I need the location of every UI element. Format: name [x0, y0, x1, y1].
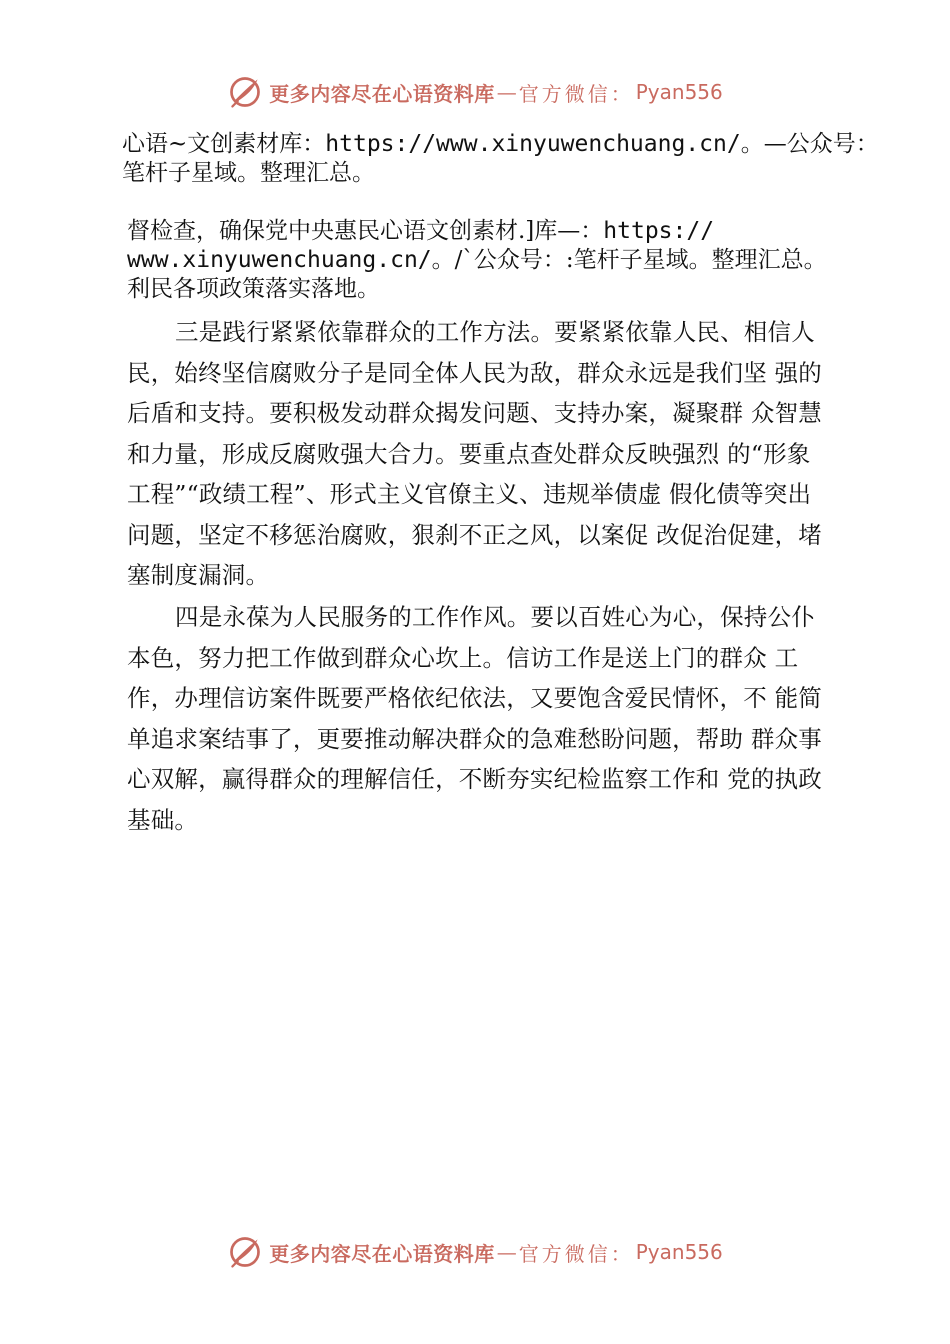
intro-source-label: 心语~文创素材库： [122, 131, 326, 157]
banner-wechat-label: 官方微信： [518, 81, 634, 106]
intro-account-label: 。—公众号： [740, 131, 879, 157]
block2-line-2 [127, 245, 827, 275]
quill-pen-logo-icon [227, 74, 263, 110]
intro-url: https://www.xinyuwenchuang.cn/ [325, 131, 741, 157]
banner-dash: — [496, 1240, 517, 1264]
paragraph-4-text: 四是永葆为人民服务的工作作风。要以百姓心为心，保持公仆本色，努力把工作做到群众心坎上。信访工作是送上门的群众 工作，办理信访案件既要严格依纪依法，又要饱含爱民情怀，不 能简单追求案结事了，更要推动解决群众的急难愁盼问题，帮助 群众事心双解，赢得群众的理解信任，不断夯实纪检监察工作和 党的执政基础。 [127, 603, 822, 834]
block2-line-3: 利民各项政策落实落地。 [127, 276, 380, 302]
footer-banner [0, 1232, 950, 1272]
banner-text: 更多内容尽在心语资料库 [269, 81, 495, 106]
header-banner [0, 72, 950, 112]
block2-account: 。/`公众号：:笔杆子星域。整理汇总。 [431, 247, 827, 273]
paragraph-4 [127, 597, 832, 840]
banner-wechat-label: 官方微信： [518, 1241, 634, 1266]
intro-line-1 [122, 129, 879, 159]
block2-line-1 [127, 216, 714, 246]
block2-url-part: https:// [603, 218, 715, 244]
block2-text: 督检查，确保党中央惠民心语文创素材.]库—： [127, 218, 604, 244]
block2-url: www.xinyuwenchuang.cn/ [127, 247, 432, 273]
banner-wechat-id: Pyan556 [635, 80, 723, 104]
banner-dash: — [496, 80, 517, 104]
banner-wechat-id: Pyan556 [635, 1240, 723, 1264]
paragraph-3 [127, 312, 832, 596]
paragraph-3-text: 三是践行紧紧依靠群众的工作方法。要紧紧依靠人民、相信人民，始终坚信腐败分子是同全体人民为敌，群众永远是我们坚 强的后盾和支持。要积极发动群众揭发问题、支持办案，凝聚群 众智慧和力量，形成反腐败强大合力。要重点查处群众反映强烈 的“形象工程”“政绩工程”、形式主义官僚主义、违规举债虚 假化债等突出问题，坚定不移惩治腐败，狠刹不正之风，以案促 改促治促建，堵塞制度漏洞。 [127, 318, 822, 589]
intro-line-2: 笔杆子星域。整理汇总。 [122, 160, 375, 186]
quill-pen-logo-icon [227, 1234, 263, 1270]
banner-text: 更多内容尽在心语资料库 [269, 1241, 495, 1266]
